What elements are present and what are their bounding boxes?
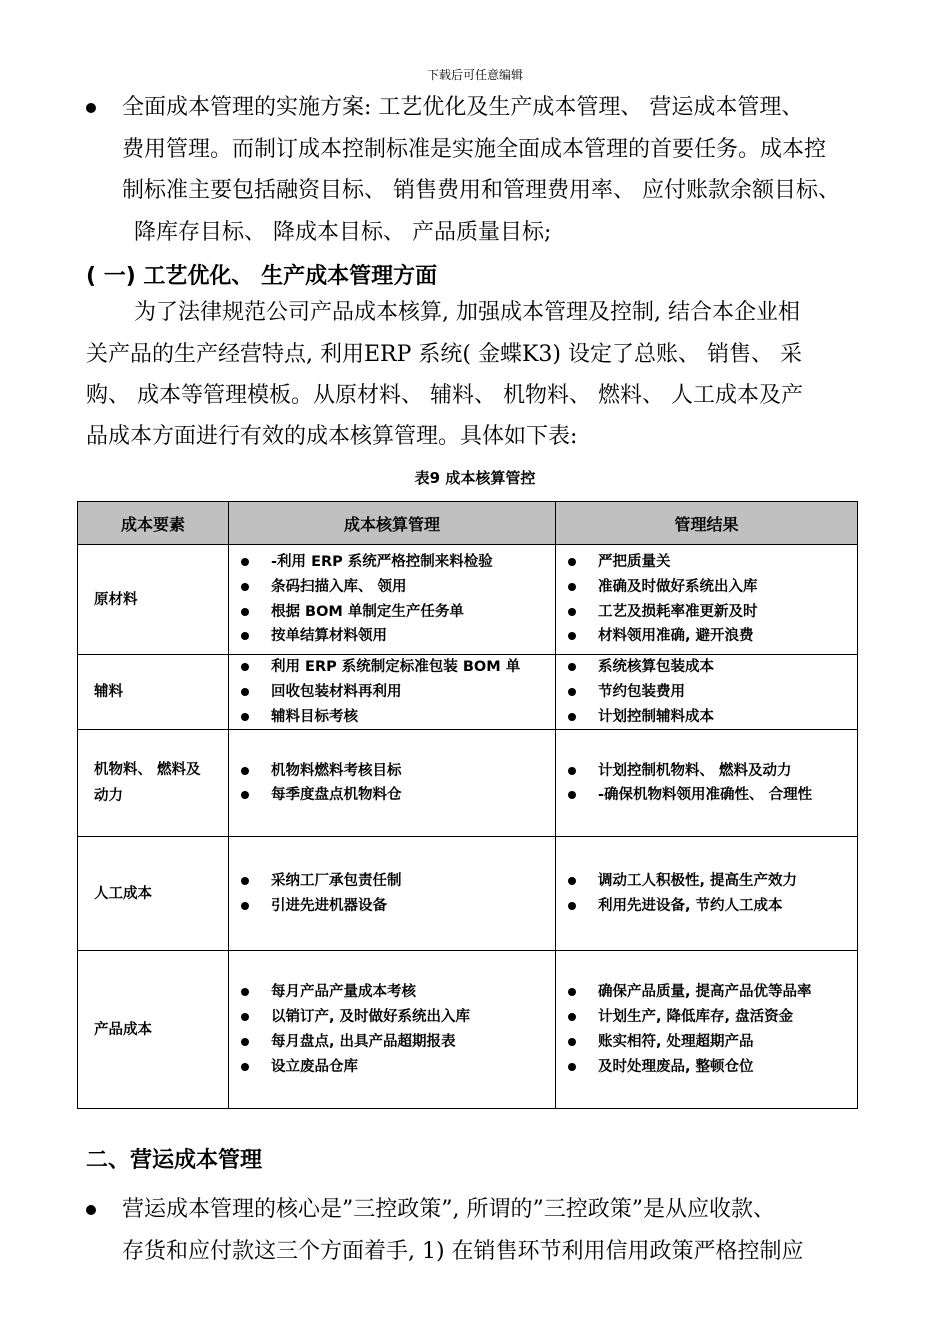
list-item: 确保产品质量, 提高产品优等品率 [568, 980, 857, 1005]
row-management [229, 730, 556, 837]
list-item: 以销订产, 及时做好系统出入库 [241, 1005, 555, 1030]
section2-bullet [86, 1205, 96, 1215]
table-row [78, 837, 858, 951]
section1-line: 品成本方面进行有效的成本核算管理。具体如下表: [86, 424, 578, 449]
list-item: 材料领用准确, 避开浪费 [568, 624, 857, 649]
list-item: 计划控制机物料、 燃料及动力 [568, 759, 857, 784]
list-item: 调动工人积极性, 提高生产效力 [568, 869, 857, 894]
list-item: 每月盘点, 出具产品超期报表 [241, 1030, 555, 1055]
intro-bullet [86, 103, 96, 113]
intro-line: 制标准主要包括融资目标、 销售费用和管理费用率、 应付账款余额目标、 [122, 178, 840, 203]
list-item: 辅料目标考核 [241, 705, 555, 730]
row-results [556, 730, 858, 837]
list-item: 严把质量关 [568, 550, 857, 575]
row-element: 产品成本 [78, 951, 229, 1109]
list-item: 设立废品仓库 [241, 1055, 555, 1080]
list-item: 计划生产, 降低库存, 盘活资金 [568, 1005, 857, 1030]
row-management [229, 545, 556, 655]
header-management-result: 管理结果 [556, 502, 858, 545]
section1-title: ( 一) 工艺优化、 生产成本管理方面 [86, 264, 438, 289]
row-element [78, 730, 229, 837]
list-item: 节约包装费用 [568, 680, 857, 705]
page-header: 下载后可任意编辑 [426, 68, 523, 82]
row-results [556, 951, 858, 1109]
row-element-line: 机物料、 燃料及 [94, 762, 201, 779]
list-item: -利用 ERP 系统严格控制来料检验 [241, 550, 555, 575]
list-item: 采纳工厂承包责任制 [241, 869, 555, 894]
section2-line: 营运成本管理的核心是”三控政策”, 所谓的”三控政策”是从应收款、 [122, 1197, 775, 1222]
list-item: 系统核算包装成本 [568, 655, 857, 680]
list-item: 利用先进设备, 节约人工成本 [568, 894, 857, 919]
table-row [78, 951, 858, 1109]
row-element: 原材料 [78, 545, 229, 655]
row-results [556, 545, 858, 655]
table-row [78, 730, 858, 837]
list-item: 利用 ERP 系统制定标准包装 BOM 单 [241, 655, 555, 680]
list-item: 及时处理废品, 整顿仓位 [568, 1055, 857, 1080]
list-item: 准确及时做好系统出入库 [568, 575, 857, 600]
table-row [78, 545, 858, 655]
header-cost-management: 成本核算管理 [229, 502, 556, 545]
list-item: -确保机物料领用准确性、 合理性 [568, 783, 857, 808]
section2-line: 存货和应付款这三个方面着手, 1) 在销售环节利用信用政策严格控制应 [122, 1239, 804, 1264]
row-management [229, 655, 556, 730]
row-element: 辅料 [78, 655, 229, 730]
list-item: 账实相符, 处理超期产品 [568, 1030, 857, 1055]
section1-line: 关产品的生产经营特点, 利用ERP 系统( 金蝶K3) 设定了总账、 销售、 采 [86, 342, 802, 367]
list-item: 根据 BOM 单制定生产任务单 [241, 600, 555, 625]
list-item: 按单结算材料领用 [241, 624, 555, 649]
list-item: 条码扫描入库、 领用 [241, 575, 555, 600]
cost-control-table [77, 501, 858, 1109]
section1-line: 购、 成本等管理模板。从原材料、 辅料、 机物料、 燃料、 人工成本及产 [86, 383, 803, 408]
list-item: 计划控制辅料成本 [568, 705, 857, 730]
list-item: 机物料燃料考核目标 [241, 759, 555, 784]
list-item: 工艺及损耗率准更新及时 [568, 600, 857, 625]
table-row [78, 655, 858, 730]
list-item: 引进先进机器设备 [241, 894, 555, 919]
list-item: 每季度盘点机物料仓 [241, 783, 555, 808]
list-item: 回收包装材料再利用 [241, 680, 555, 705]
list-item: 每月产品产量成本考核 [241, 980, 555, 1005]
row-management [229, 837, 556, 951]
section1-line: 为了法律规范公司产品成本核算, 加强成本管理及控制, 结合本企业相 [134, 300, 800, 325]
row-element-line: 动力 [94, 788, 123, 805]
intro-line: 全面成本管理的实施方案: 工艺优化及生产成本管理、 营运成本管理、 [122, 95, 804, 120]
table-caption: 表9 成本核算管控 [414, 469, 536, 487]
header-cost-element: 成本要素 [78, 502, 229, 545]
intro-line: 费用管理。而制订成本控制标准是实施全面成本管理的首要任务。成本控 [122, 137, 827, 162]
table-header-row [78, 502, 858, 545]
row-results [556, 655, 858, 730]
row-element: 人工成本 [78, 837, 229, 951]
intro-line: 降库存目标、 降成本目标、 产品质量目标; [134, 220, 552, 245]
row-results [556, 837, 858, 951]
row-management [229, 951, 556, 1109]
section2-title: 二、营运成本管理 [86, 1148, 263, 1173]
